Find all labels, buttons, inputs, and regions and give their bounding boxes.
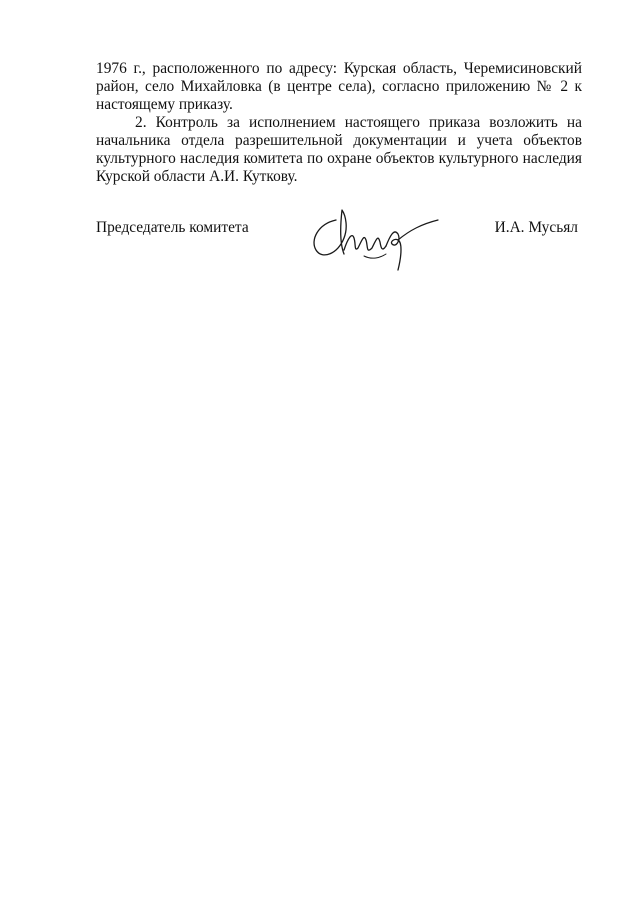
document-body [96,60,582,186]
handwritten-signature [306,198,441,276]
signatory-name: И.А. Мусьял [494,219,578,236]
paragraph-control-clause: 2. Контроль за исполнением настоящего приказа возложить на начальника отдела разрешительной документации и учета объектов культурного наследия комитета по охране объектов культурного наследия Курской области А.И. Куткову. [96,114,582,185]
paragraph-continuation: 1976 г., расположенного по адресу: Курская область, Черемисиновский район, село Михайловка (в центре села), согласно приложению № 2 к настоящему приказу. [96,60,582,113]
signatory-position: Председатель комитета [96,219,249,236]
signature-block [96,216,582,276]
